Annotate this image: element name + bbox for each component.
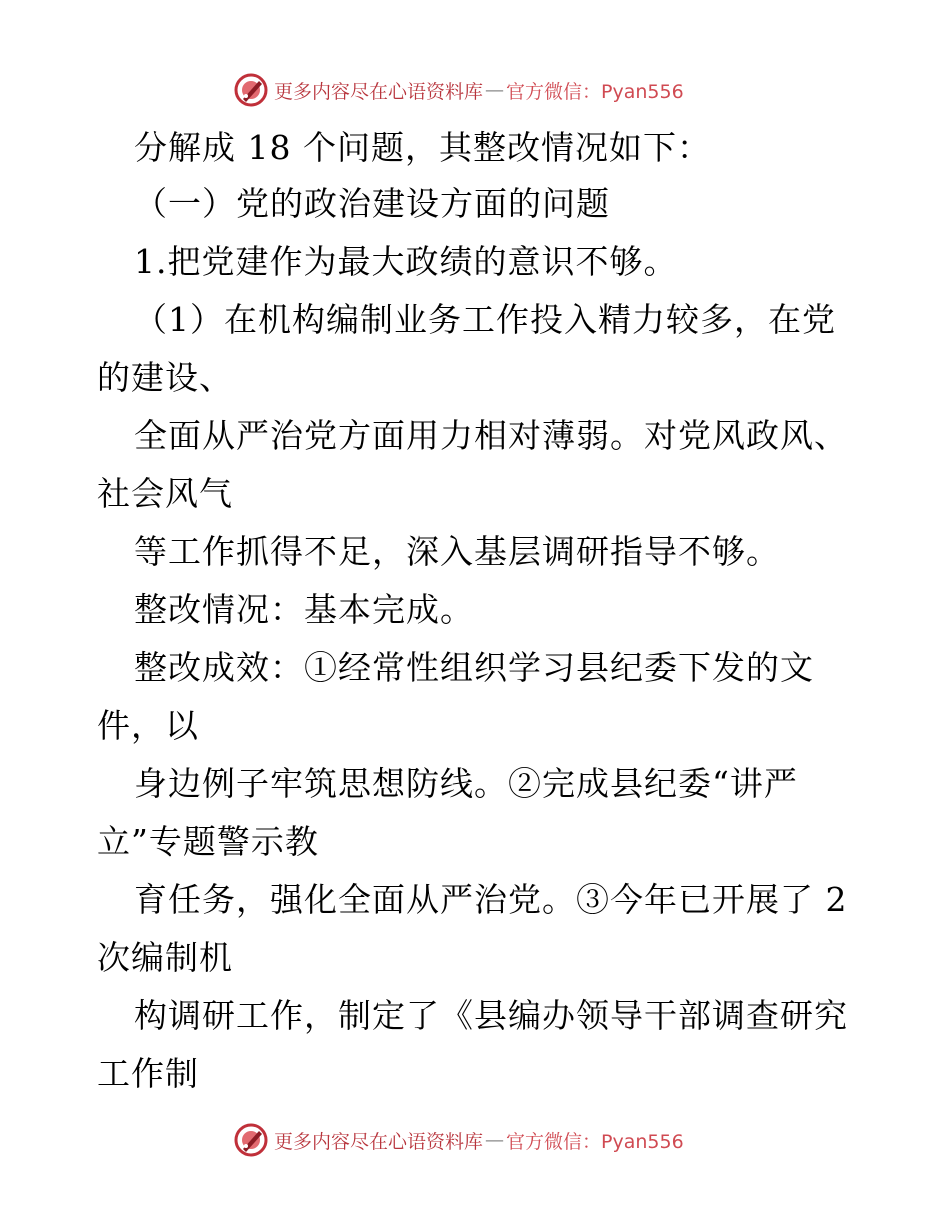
paragraph-line: 身边例子牢筑思想防线。②完成县纪委“讲严 bbox=[134, 764, 798, 803]
paragraph-line: 件，以 bbox=[97, 706, 199, 745]
paragraph-line: 全面从严治党方面用力相对薄弱。对党风政风、 bbox=[134, 416, 848, 455]
paragraph-line: 的建设、 bbox=[97, 358, 233, 397]
paragraph-line: 育任务，强化全面从严治党。③今年已开展了 2 bbox=[134, 880, 848, 919]
footer-banner-wechat: 官方微信：Pyan556 bbox=[506, 1130, 684, 1153]
paragraph-line: 次编制机 bbox=[97, 938, 233, 977]
footer-banner-dash: — bbox=[485, 1129, 505, 1151]
pen-logo-icon bbox=[234, 73, 268, 107]
section-heading: （一）党的政治建设方面的问题 bbox=[134, 184, 610, 223]
paragraph-line: 社会风气 bbox=[97, 474, 233, 513]
paragraph-line: （1）在机构编制业务工作投入精力较多，在党 bbox=[134, 300, 836, 339]
paragraph-line: 分解成 18 个问题，其整改情况如下： bbox=[134, 128, 711, 167]
footer-banner bbox=[234, 1122, 684, 1158]
header-banner-wechat: 官方微信：Pyan556 bbox=[506, 80, 684, 103]
paragraph-line: 整改成效：①经常性组织学习县纪委下发的文 bbox=[134, 648, 814, 687]
paragraph-line: 构调研工作，制定了《县编办领导干部调查研究 bbox=[134, 996, 848, 1035]
header-banner-text: 更多内容尽在心语资料库 bbox=[274, 80, 484, 103]
header-banner-dash: — bbox=[485, 79, 505, 101]
footer-banner-text: 更多内容尽在心语资料库 bbox=[274, 1130, 484, 1153]
subsection-heading: 1.把党建作为最大政绩的意识不够。 bbox=[134, 242, 678, 281]
paragraph-line: 立”专题警示教 bbox=[97, 822, 319, 861]
pen-logo-icon bbox=[234, 1123, 268, 1157]
paragraph-line: 整改情况：基本完成。 bbox=[134, 590, 474, 629]
paragraph-line: 等工作抓得不足，深入基层调研指导不够。 bbox=[134, 532, 780, 571]
paragraph-line: 工作制 bbox=[97, 1054, 199, 1093]
header-banner bbox=[234, 72, 684, 108]
